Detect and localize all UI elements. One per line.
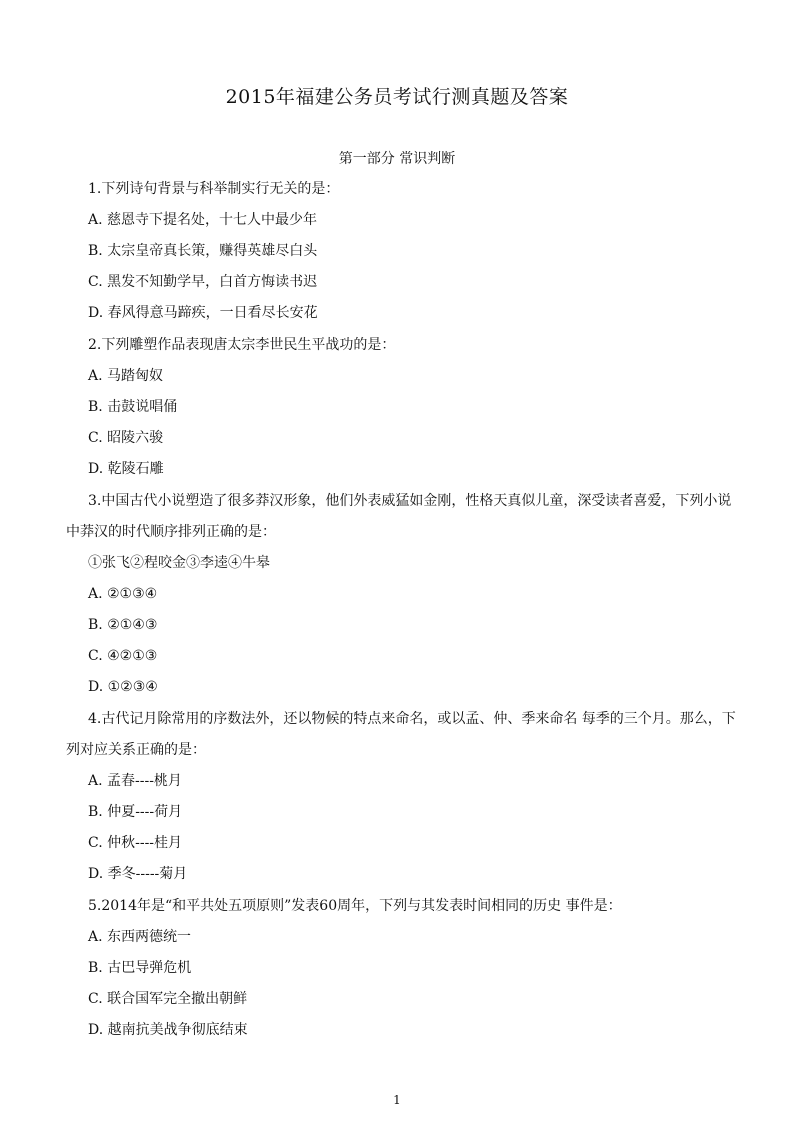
question-4-option-b: B. 仲夏----荷月: [88, 804, 183, 820]
question-2-option-b: B. 击鼓说唱俑: [88, 399, 178, 415]
question-3-items: ①张飞②程咬金③李逵④牛皋: [88, 555, 270, 571]
question-2-option-a: A. 马踏匈奴: [88, 368, 164, 384]
question-1-option-d: D. 春风得意马蹄疾，一日看尽长安花: [88, 305, 318, 321]
question-1-option-a: A. 慈恩寺下提名处，十七人中最少年: [88, 212, 318, 228]
section-heading: 第一部分 常识判断: [338, 151, 456, 167]
question-3-stem-line-2: 中莽汉的时代顺序排列正确的是：: [66, 524, 276, 540]
question-3-option-d: D. ①②③④: [88, 679, 158, 695]
page-number: 1: [393, 1093, 401, 1107]
question-5-option-a: A. 东西两德统一: [88, 929, 192, 945]
question-4-option-c: C. 仲秋----桂月: [88, 835, 183, 851]
question-1-option-c: C. 黑发不知勤学早，白首方悔读书迟: [88, 274, 318, 290]
question-5-option-c: C. 联合国军完全撤出朝鲜: [88, 991, 248, 1007]
question-1-option-b: B. 太宗皇帝真长策，赚得英雄尽白头: [88, 243, 318, 259]
question-5-option-d: D. 越南抗美战争彻底结束: [88, 1022, 248, 1038]
question-3-option-a: A. ②①③④: [88, 586, 158, 602]
question-2-option-c: C. 昭陵六骏: [88, 430, 164, 446]
question-3-option-b: B. ②①④③: [88, 617, 158, 633]
question-2-stem: 2.下列雕塑作品表现唐太宗李世民生平战功的是：: [88, 337, 396, 353]
question-4-option-a: A. 孟春----桃月: [88, 773, 182, 789]
document-title: 2015年福建公务员考试行测真题及答案: [225, 86, 569, 108]
question-2-option-d: D. 乾陵石雕: [88, 461, 164, 477]
question-3-stem-line-1: 3.中国古代小说塑造了很多莽汉形象，他们外表威猛如金刚，性格天真似儿童，深受读者喜爱，下列小说: [88, 493, 732, 509]
question-3-option-c: C. ④②①③: [88, 648, 158, 664]
question-4-option-d: D. 季冬-----菊月: [88, 866, 188, 882]
question-5-option-b: B. 古巴导弹危机: [88, 960, 192, 976]
question-4-stem-line-2: 列对应关系正确的是：: [66, 742, 206, 758]
question-1-stem: 1.下列诗句背景与科举制实行无关的是：: [88, 181, 340, 197]
question-4-stem-line-1: 4.古代记月除常用的序数法外，还以物候的特点来命名，或以孟、仲、季来命名 每季的三个月。那么，下: [88, 711, 736, 727]
question-5-stem: 5.2014年是“和平共处五项原则”发表60周年，下列与其发表时间相同的历史 事件是：: [88, 898, 622, 914]
